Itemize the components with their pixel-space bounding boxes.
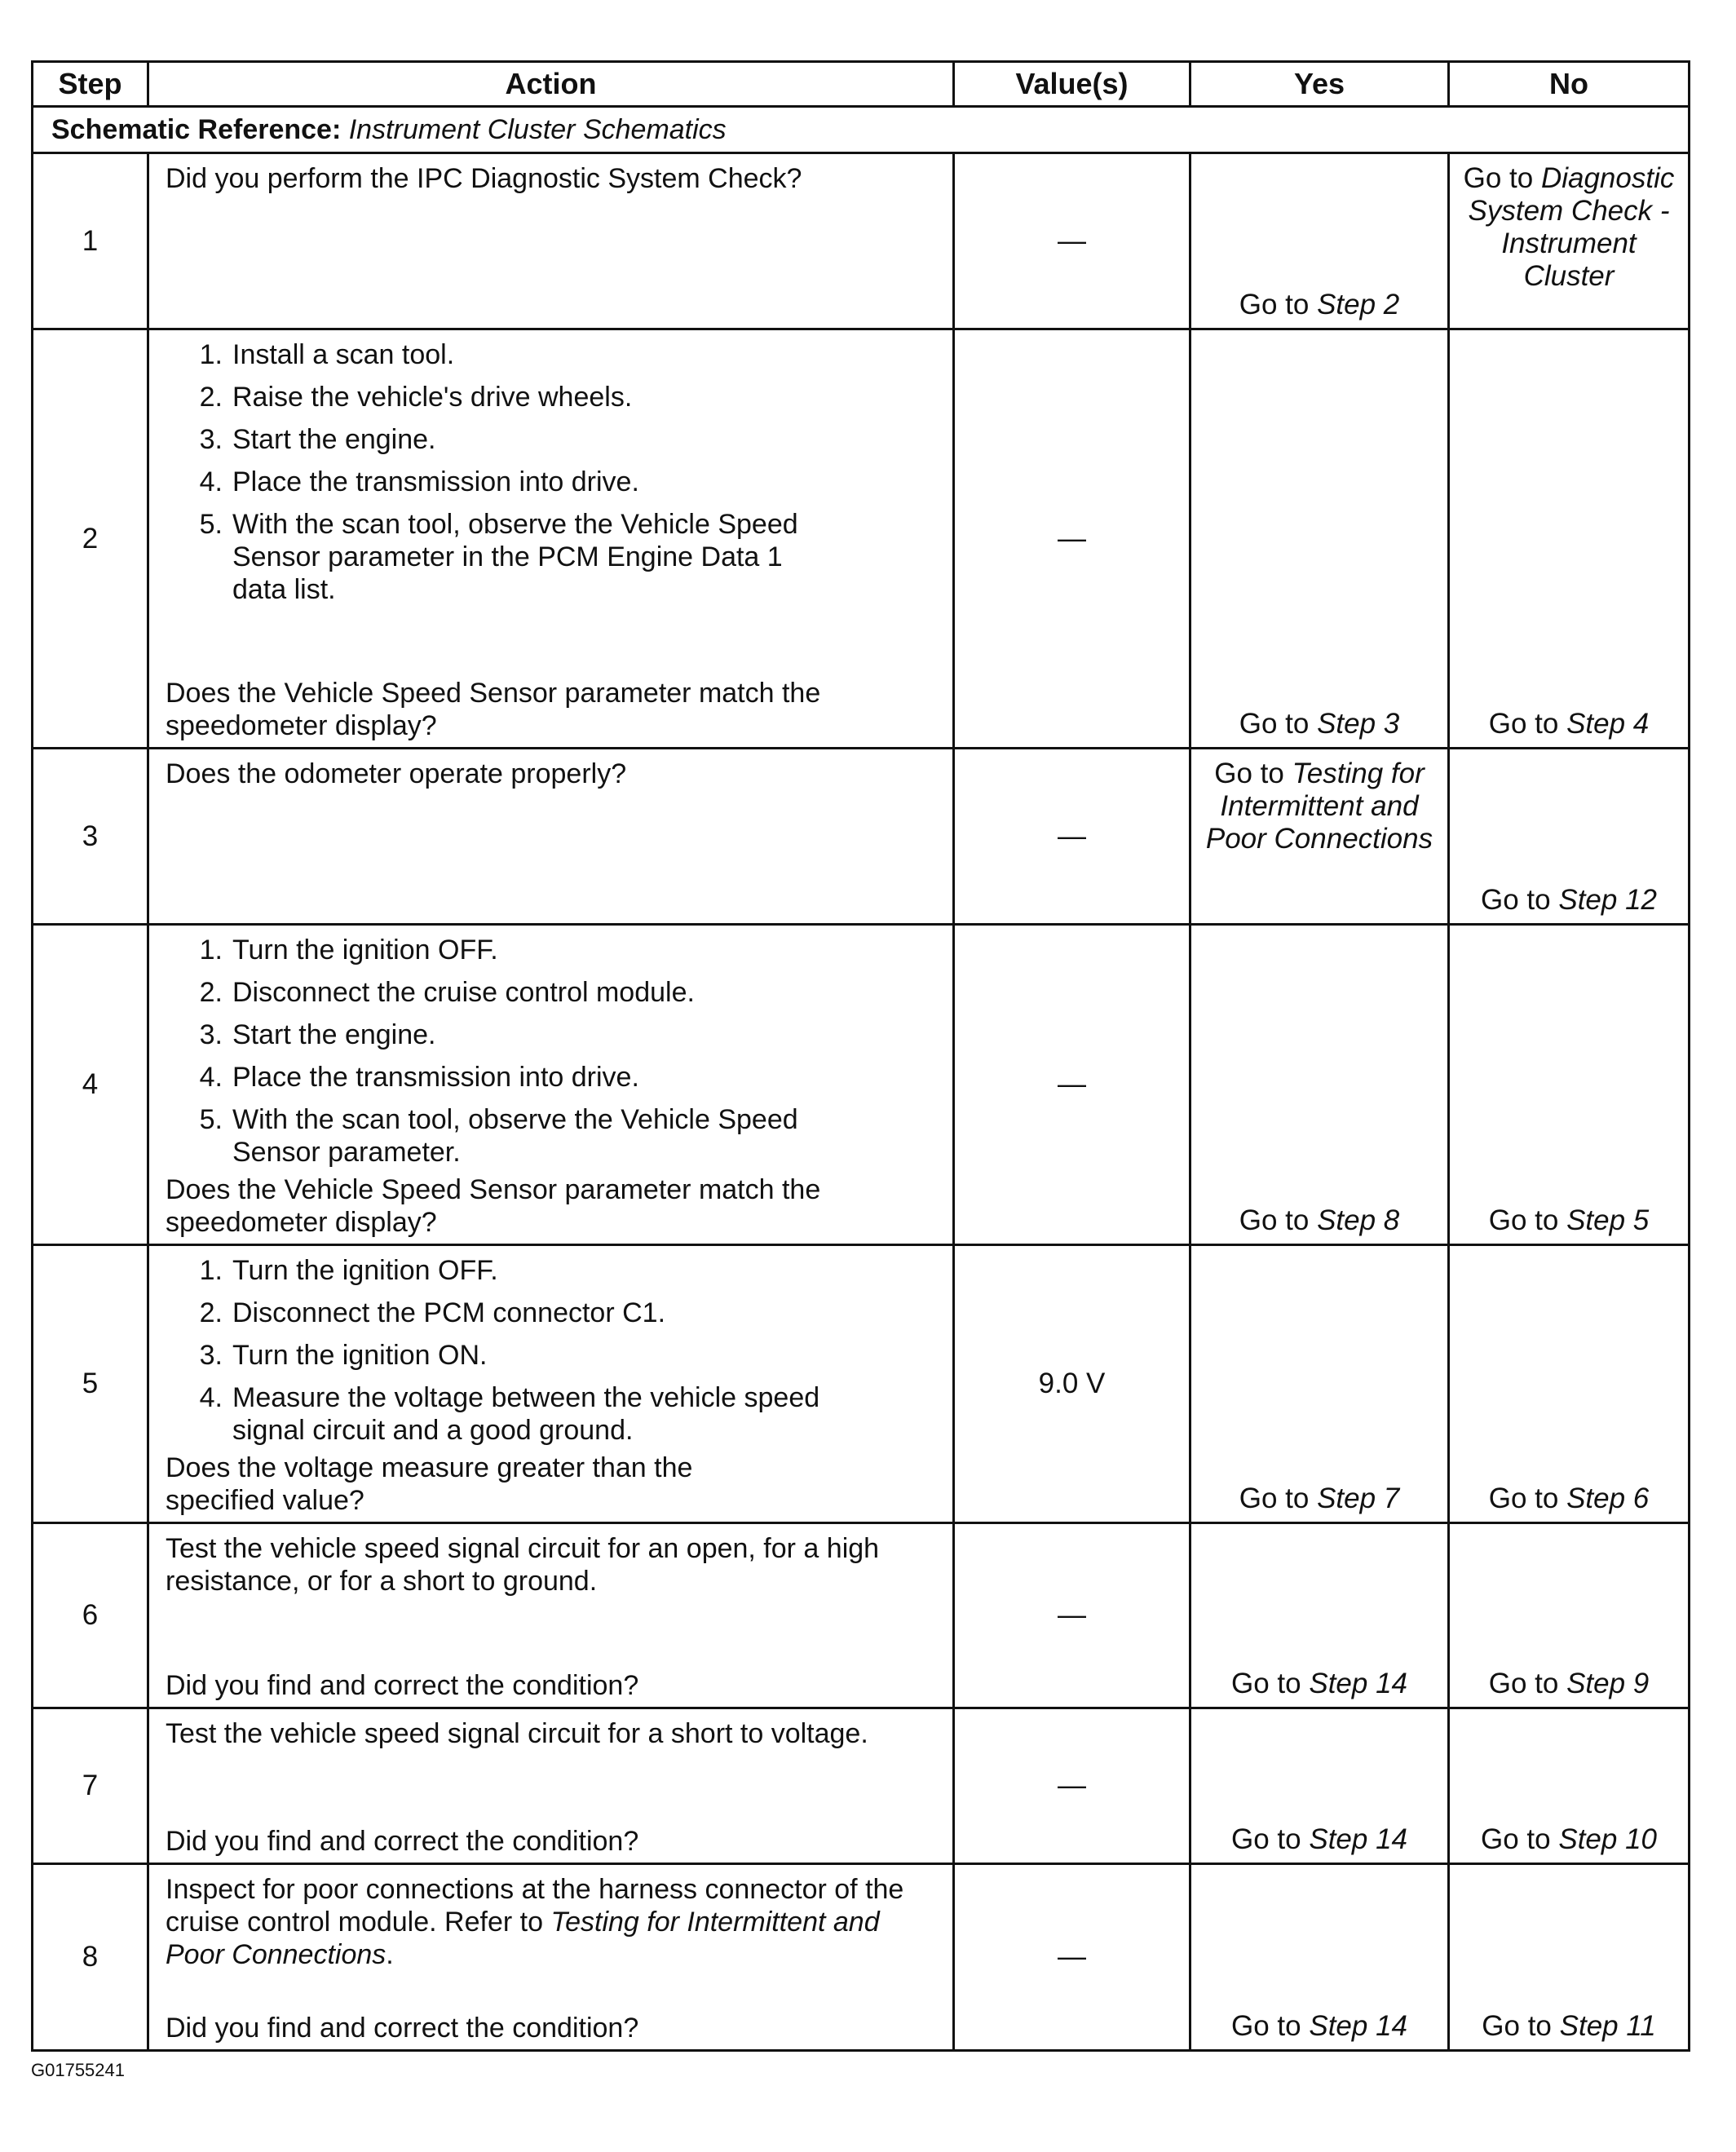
no-prefix: Go to [1481,1823,1551,1855]
action-text: Test the vehicle speed signal circuit for a short to voltage. [166,1718,868,1749]
action-question: Does the Vehicle Speed Sensor parameter match the speedometer display? [166,1174,821,1238]
yes-prefix: Go to [1239,1483,1310,1514]
yes-prefix: Go to [1239,708,1310,740]
list-item: 5. With the scan tool, observe the Vehicle Speed Sensor parameter in the PCM Engine Data 1 data list. [199,509,798,605]
value-cell: — [954,1523,1190,1708]
action-text: Does the odometer operate properly? [166,758,627,789]
table-row [33,1708,1690,1864]
table-row [33,925,1690,1245]
yes-cell [1190,925,1449,1245]
yes-prefix: Go to [1231,2010,1301,2042]
header-row [33,62,1690,107]
no-prefix: Go to [1488,1204,1559,1236]
list-item: 2. Raise the vehicle's drive wheels. [199,382,633,413]
list-item: 1. Install a scan tool. [199,339,455,370]
table-row [33,749,1690,925]
no-prefix: Go to [1481,884,1551,916]
action-text: Test the vehicle speed signal circuit for an open, for a high resistance, or for a short to ground. [166,1533,880,1597]
list-item: 4. Place the transmission into drive. [199,1062,639,1093]
list-item: 3. Start the engine. [199,1019,436,1050]
procedure-list [166,1254,936,1450]
figure-id: G01755241 [31,2060,125,2080]
no-prefix: Go to [1463,162,1534,194]
yes-link[interactable]: Step 14 [1309,2010,1407,2042]
schematic-reference-link[interactable]: Instrument Cluster Schematics [348,113,727,145]
action-reference-link[interactable]: Testing for Intermittent and Poor Connections [166,1907,880,1970]
step-number: 2 [33,329,148,749]
schematic-reference-row [33,107,1690,153]
procedure-list [166,338,936,616]
yes-link[interactable]: Step 14 [1309,1668,1407,1699]
header-step: Step [33,62,148,107]
schematic-reference-label: Schematic Reference: [51,113,342,145]
action-cell [148,1523,954,1708]
table-row [33,1245,1690,1523]
yes-cell [1190,1245,1449,1523]
yes-link[interactable]: Testing for Intermittent and Poor Connections [1205,758,1433,855]
no-prefix: Go to [1488,1668,1559,1699]
value-cell: — [954,1864,1190,2051]
step-number: 5 [33,1245,148,1523]
value-cell: — [954,749,1190,925]
no-link[interactable]: Step 12 [1558,884,1657,916]
no-cell [1449,1708,1690,1864]
yes-cell [1190,1708,1449,1864]
header-yes: Yes [1190,62,1449,107]
diagnostic-table [31,60,1690,2052]
action-question: Did you find and correct the condition? [166,1826,639,1857]
yes-cell [1190,749,1449,925]
no-link[interactable]: Step 6 [1566,1483,1650,1514]
yes-link[interactable]: Step 8 [1317,1204,1400,1236]
table-row [33,1523,1690,1708]
yes-prefix: Go to [1239,1204,1310,1236]
no-prefix: Go to [1488,1483,1559,1514]
list-item: 2. Disconnect the PCM connector C1. [199,1297,666,1328]
no-cell [1449,1245,1690,1523]
no-prefix: Go to [1488,708,1559,740]
diagnostic-table-document [31,60,1688,2052]
action-cell [148,329,954,749]
no-cell [1449,153,1690,329]
action-cell [148,925,954,1245]
no-link[interactable]: Step 4 [1566,708,1650,740]
no-link[interactable]: Step 9 [1566,1668,1650,1699]
table-row [33,153,1690,329]
list-item: 5. With the scan tool, observe the Vehicle Speed Sensor parameter. [199,1104,798,1168]
header-no: No [1449,62,1690,107]
yes-link[interactable]: Step 2 [1317,289,1400,320]
list-item: 1. Turn the ignition OFF. [199,935,498,966]
list-item: 2. Disconnect the cruise control module. [199,977,695,1008]
action-question: Does the voltage measure greater than the specified value? [166,1452,693,1516]
header-values: Value(s) [954,62,1190,107]
yes-link[interactable]: Step 14 [1309,1823,1407,1855]
no-cell [1449,1523,1690,1708]
procedure-list [166,934,936,1172]
value-cell: — [954,1708,1190,1864]
step-number: 3 [33,749,148,925]
list-item: 3. Start the engine. [199,424,436,455]
no-cell [1449,925,1690,1245]
action-text: Inspect for poor connections at the harness connector of the cruise control module. Refer to Testing for Intermittent and Poor Connections. [166,1874,904,1970]
value-cell: — [954,925,1190,1245]
step-number: 7 [33,1708,148,1864]
step-number: 8 [33,1864,148,2051]
no-link[interactable]: Step 5 [1566,1204,1650,1236]
no-cell [1449,329,1690,749]
table-row [33,1864,1690,2051]
list-item: 1. Turn the ignition OFF. [199,1255,498,1286]
no-link[interactable]: Diagnostic System Check - Instrument Cluster [1468,162,1675,292]
yes-cell [1190,1523,1449,1708]
yes-prefix: Go to [1231,1823,1301,1855]
action-cell [148,1245,954,1523]
yes-cell [1190,329,1449,749]
value-cell: — [954,153,1190,329]
action-cell [148,153,954,329]
action-cell [148,749,954,925]
action-cell [148,1708,954,1864]
list-item: 3. Turn the ignition ON. [199,1340,488,1371]
no-link[interactable]: Step 11 [1559,2010,1656,2042]
step-number: 6 [33,1523,148,1708]
yes-prefix: Go to [1239,289,1310,320]
action-question: Did you find and correct the condition? [166,2013,639,2044]
no-link[interactable]: Step 10 [1558,1823,1657,1855]
action-question: Did you find and correct the condition? [166,1670,639,1701]
value-cell: — [954,329,1190,749]
value-cell: 9.0 V [954,1245,1190,1523]
yes-cell [1190,1864,1449,2051]
table-row [33,329,1690,749]
no-cell [1449,749,1690,925]
action-text: Did you perform the IPC Diagnostic System Check? [166,163,802,194]
yes-cell [1190,153,1449,329]
step-number: 1 [33,153,148,329]
yes-link[interactable]: Step 3 [1317,708,1400,740]
step-number: 4 [33,925,148,1245]
schematic-reference [33,107,1690,153]
no-cell [1449,1864,1690,2051]
list-item: 4. Measure the voltage between the vehicle speed signal circuit and a good ground. [199,1382,820,1446]
list-item: 4. Place the transmission into drive. [199,466,639,497]
header-action: Action [148,62,954,107]
yes-prefix: Go to [1231,1668,1301,1699]
yes-prefix: Go to [1214,758,1284,789]
yes-link[interactable]: Step 7 [1317,1483,1400,1514]
no-prefix: Go to [1482,2010,1552,2042]
action-question: Does the Vehicle Speed Sensor parameter match the speedometer display? [166,678,821,741]
action-cell [148,1864,954,2051]
